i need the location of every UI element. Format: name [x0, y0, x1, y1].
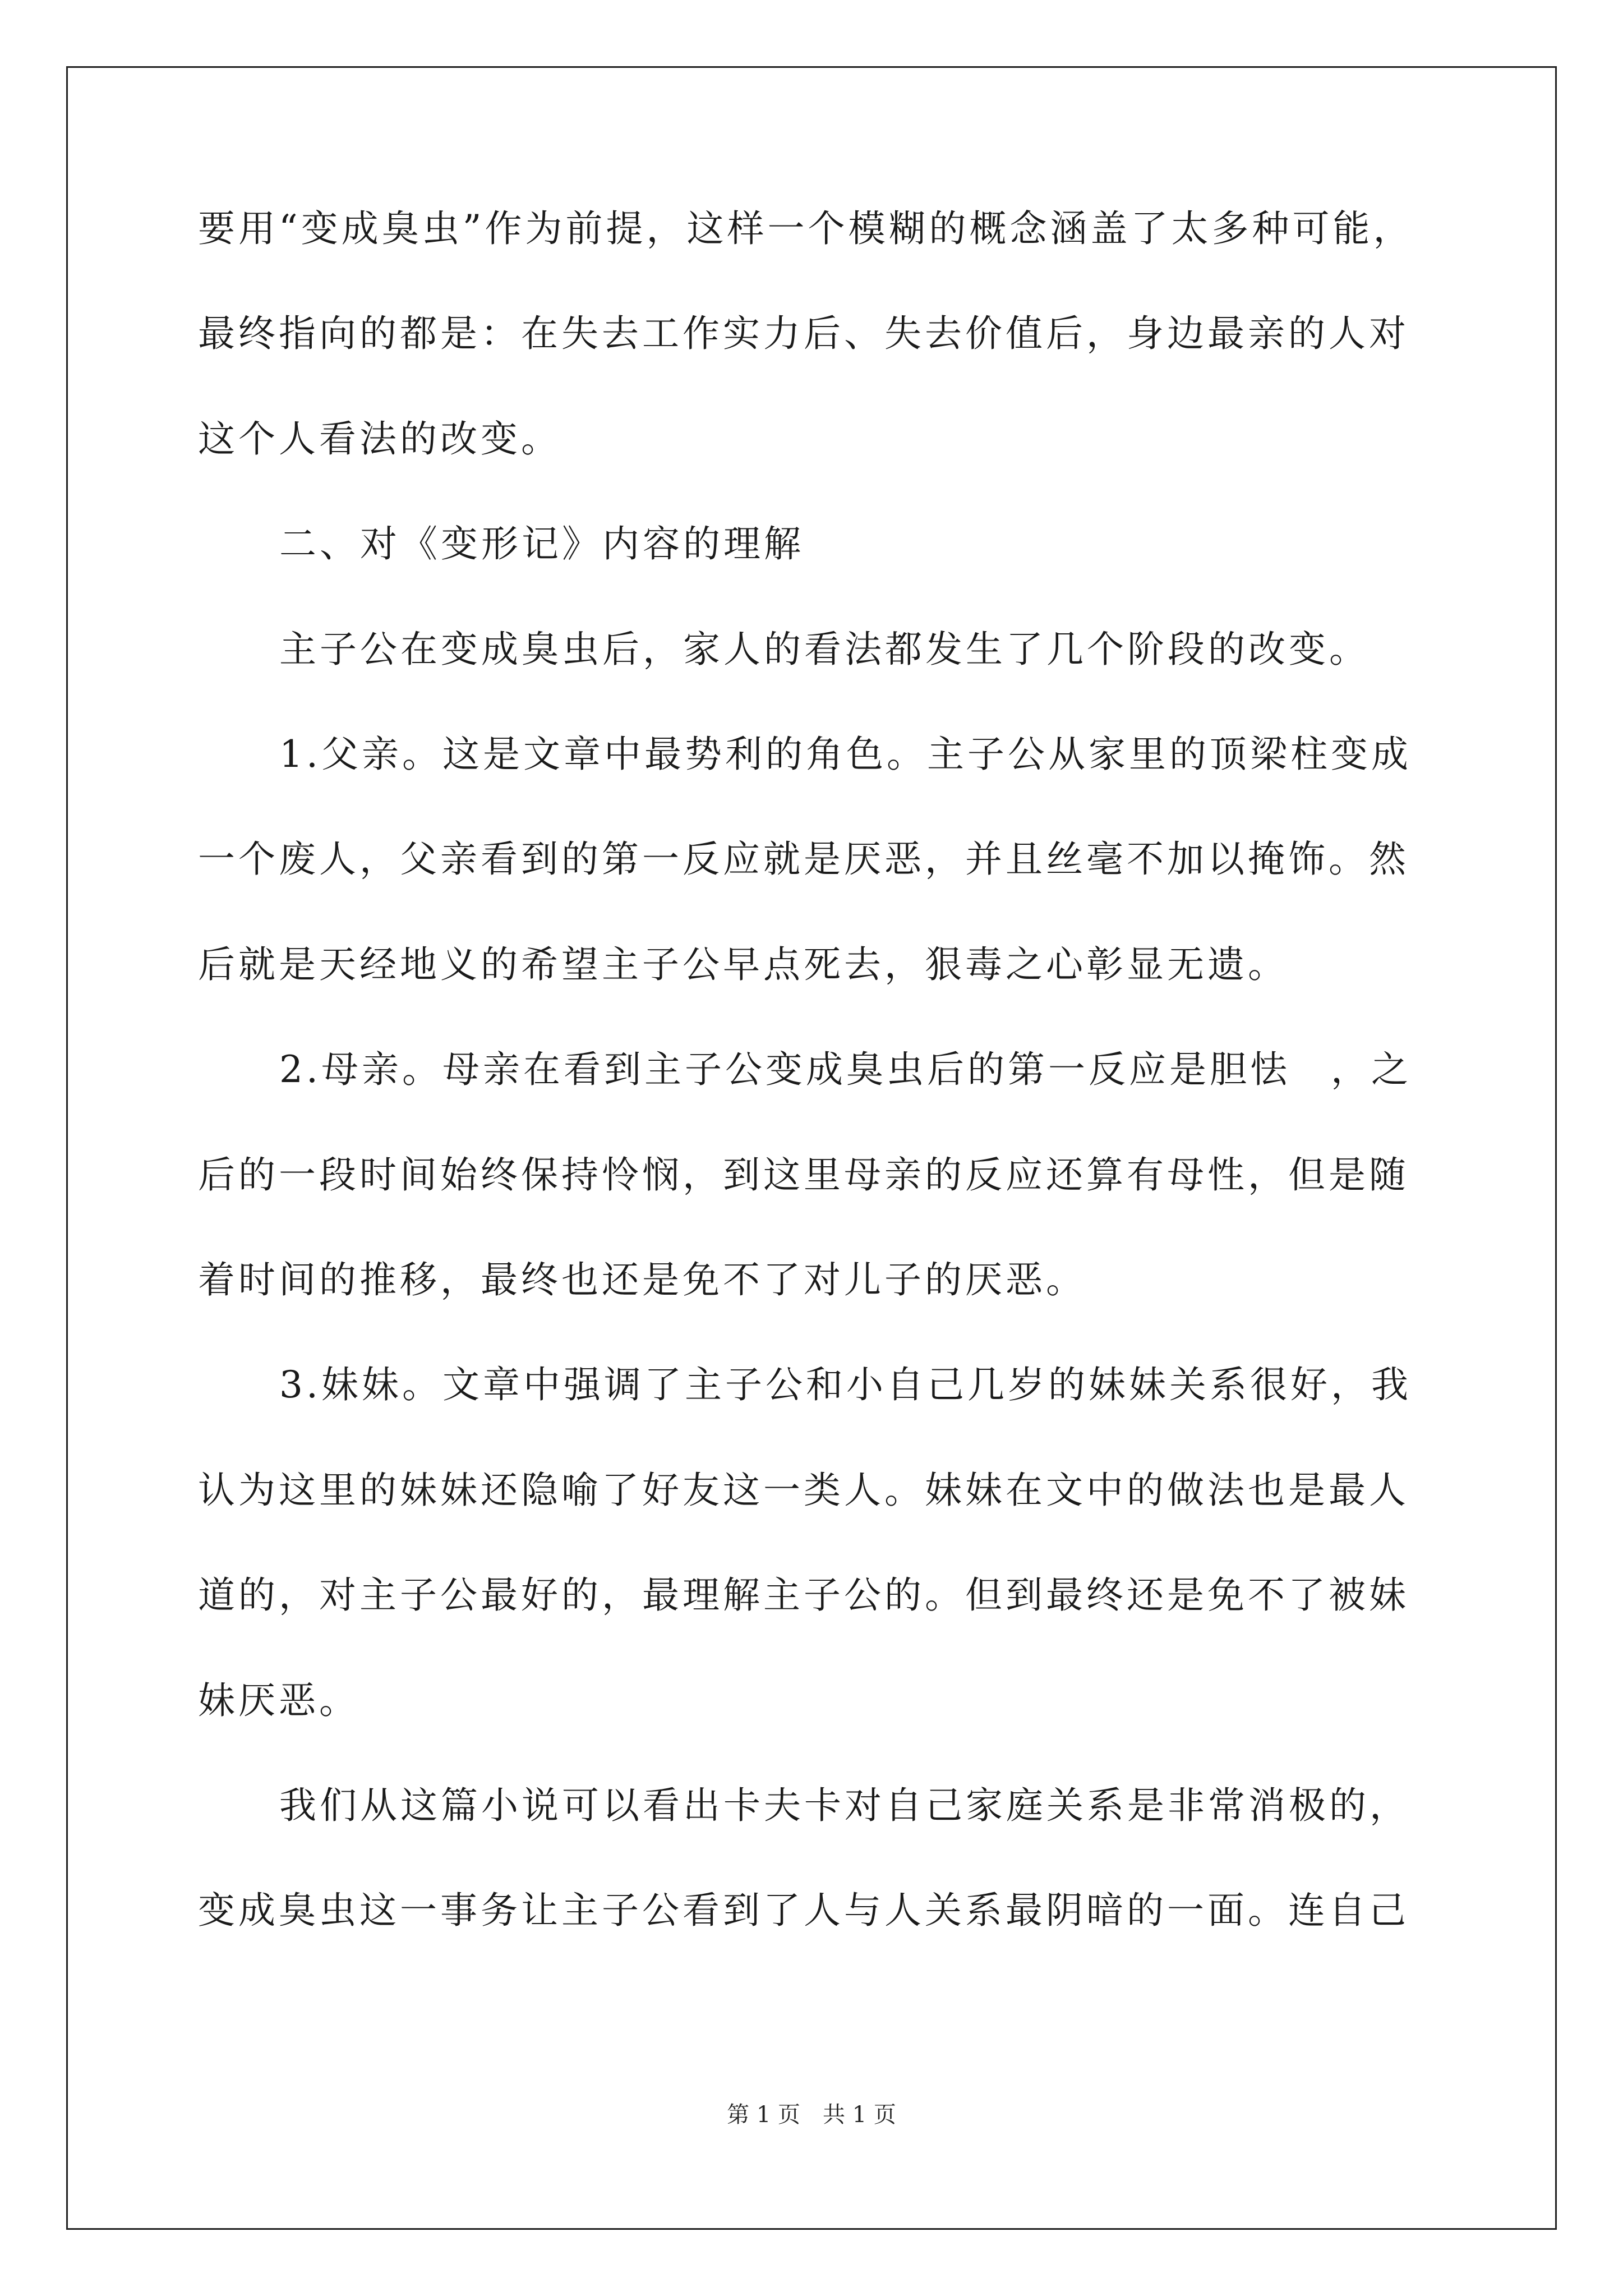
text-line: 最终指向的都是：在失去工作实力后、失去价值后，身边最亲的人对 — [198, 312, 1409, 355]
text-line: 要用“变成臭虫”作为前提，这样一个模糊的概念涵盖了太多种可能， — [198, 207, 1414, 250]
text-line: 后的一段时间始终保持怜悯，到这里母亲的反应还算有母性，但是随 — [198, 1153, 1409, 1197]
text-line: 变成臭虫这一事务让主子公看到了人与人关系最阴暗的一面。连自己 — [198, 1889, 1409, 1932]
paragraph-start-line: 3.妹妹。文章中强调了主子公和小自己几岁的妹妹关系很好，我 — [279, 1363, 1412, 1406]
text-line: 一个废人，父亲看到的第一反应就是厌恶，并且丝毫不加以掩饰。然 — [198, 838, 1409, 881]
paragraph-start-line: 主子公在变成臭虫后，家人的看法都发生了几个阶段的改变。 — [279, 628, 1370, 671]
page-number-footer: 第 1 页 共 1 页 — [727, 2102, 896, 2128]
section-heading: 二、对《变形记》内容的理解 — [279, 522, 804, 565]
paragraph-start-line: 1.父亲。这是文章中最势利的角色。主子公从家里的顶梁柱变成 — [279, 733, 1412, 776]
text-line: 着时间的推移，最终也还是免不了对儿子的厌恶。 — [198, 1258, 1086, 1301]
text-line: 这个人看法的改变。 — [198, 417, 561, 461]
paragraph-start-line: 2.母亲。母亲在看到主子公变成臭虫后的第一反应是胆怯 ，之 — [279, 1048, 1412, 1091]
text-line: 认为这里的妹妹还隐喻了好友这一类人。妹妹在文中的做法也是最人 — [198, 1469, 1409, 1512]
text-line: 妹厌恶。 — [198, 1679, 359, 1722]
paragraph-start-line: 我们从这篇小说可以看出卡夫卡对自己家庭关系是非常消极的， — [279, 1784, 1410, 1827]
text-line: 道的，对主子公最好的，最理解主子公的。但到最终还是免不了被妹 — [198, 1573, 1409, 1617]
text-line: 后就是天经地义的希望主子公早点死去，狠毒之心彰显无遗。 — [198, 943, 1288, 986]
